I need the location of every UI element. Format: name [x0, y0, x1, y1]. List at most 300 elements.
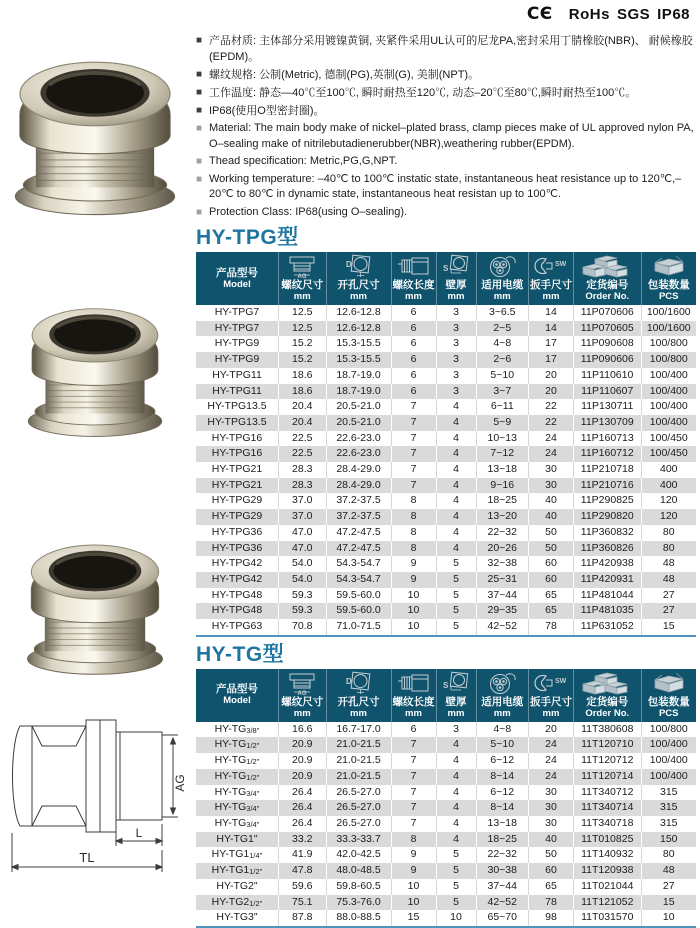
- value-cell: 24: [529, 737, 574, 753]
- value-cell: 10: [391, 603, 436, 619]
- model-cell: HY-TG3/4": [196, 785, 279, 801]
- value-cell: 4: [436, 800, 476, 816]
- spec-item: [196, 85, 696, 101]
- package-icon: [642, 671, 697, 696]
- model-cell: HY-TPG9: [196, 336, 279, 352]
- value-cell: 4: [436, 493, 476, 509]
- model-cell: HY-TG1/2": [196, 769, 279, 785]
- value-cell: 5: [436, 572, 476, 588]
- value-cell: 9: [391, 847, 436, 863]
- col-thread-size: AG 螺纹尺寸 mm: [279, 252, 327, 305]
- value-cell: 11P481035: [574, 603, 642, 619]
- value-cell: 4: [436, 478, 476, 494]
- cartons-icon: [574, 254, 641, 279]
- value-cell: 10: [391, 879, 436, 895]
- value-cell: 11T120710: [574, 737, 642, 753]
- value-cell: 5: [436, 879, 476, 895]
- value-cell: 8: [391, 541, 436, 557]
- value-cell: 100/1600: [641, 305, 696, 321]
- cert-sgs: SGS: [616, 6, 651, 23]
- value-cell: 65: [529, 588, 574, 604]
- product-photo-bottom: [14, 518, 176, 682]
- value-cell: 14: [529, 305, 574, 321]
- value-cell: 33.3-33.7: [326, 832, 391, 848]
- value-cell: 5: [436, 847, 476, 863]
- value-cell: 7: [391, 737, 436, 753]
- value-cell: 41.9: [279, 847, 327, 863]
- table-row: [196, 493, 696, 509]
- col-wall-thickness: S 壁厚 mm: [436, 252, 476, 305]
- col-wrench-size: SW 扳手尺寸 mm: [529, 252, 574, 305]
- value-cell: 11P290820: [574, 509, 642, 525]
- table-row: [196, 384, 696, 400]
- value-cell: 40: [529, 832, 574, 848]
- value-cell: 30~38: [476, 863, 529, 879]
- spec-text: 螺纹规格: 公制(Metric), 德制(PG),英制(G), 美制(NPT)。: [209, 69, 480, 81]
- value-cell: 6: [391, 321, 436, 337]
- value-cell: 20: [529, 722, 574, 738]
- value-cell: 30: [529, 816, 574, 832]
- model-cell: HY-TPG16: [196, 446, 279, 462]
- value-cell: 5: [436, 895, 476, 911]
- table-row: [196, 305, 696, 321]
- value-cell: 22: [529, 399, 574, 415]
- value-cell: 100/450: [641, 431, 696, 447]
- value-cell: 4: [436, 525, 476, 541]
- value-cell: 47.8: [279, 863, 327, 879]
- value-cell: 48: [641, 556, 696, 572]
- model-cell: HY-TPG13.5: [196, 399, 279, 415]
- value-cell: 26.5-27.0: [326, 785, 391, 801]
- model-cell: HY-TG1/2": [196, 753, 279, 769]
- spec-text: IP68(使用O型密封圈)。: [209, 105, 325, 117]
- value-cell: 6: [391, 352, 436, 368]
- value-cell: 80: [641, 541, 696, 557]
- value-cell: 11P110607: [574, 384, 642, 400]
- value-cell: 50: [529, 525, 574, 541]
- model-cell: HY-TG3/4": [196, 816, 279, 832]
- bullet-square-icon: ■: [196, 123, 203, 134]
- product-photo-middle: [14, 282, 176, 444]
- product-photo-large: [4, 26, 186, 228]
- table-row: [196, 478, 696, 494]
- value-cell: 47.0: [279, 525, 327, 541]
- value-cell: 26.5-27.0: [326, 816, 391, 832]
- value-cell: 10: [391, 588, 436, 604]
- table-row: [196, 910, 696, 927]
- col-cable-range: 适用电缆 mm: [476, 252, 529, 305]
- value-cell: 42~52: [476, 619, 529, 636]
- value-cell: 30: [529, 462, 574, 478]
- value-cell: 8: [391, 832, 436, 848]
- value-cell: 3: [436, 352, 476, 368]
- value-cell: 40: [529, 493, 574, 509]
- value-cell: 11P210718: [574, 462, 642, 478]
- value-cell: 100/800: [641, 336, 696, 352]
- dim-label-tl: TL: [79, 850, 95, 865]
- table-row: [196, 816, 696, 832]
- value-cell: 6~11: [476, 399, 529, 415]
- value-cell: 3: [436, 722, 476, 738]
- value-cell: 7: [391, 431, 436, 447]
- value-cell: 50: [529, 541, 574, 557]
- spec-text: Protection Class: IP68(using O–sealing).: [209, 205, 408, 218]
- value-cell: 60: [529, 863, 574, 879]
- value-cell: 120: [641, 509, 696, 525]
- value-cell: 3: [436, 368, 476, 384]
- value-cell: 80: [641, 525, 696, 541]
- value-cell: 60: [529, 572, 574, 588]
- table-row: [196, 352, 696, 368]
- value-cell: 2~5: [476, 321, 529, 337]
- dim-label-l: L: [135, 826, 143, 840]
- value-cell: 15.3-15.5: [326, 352, 391, 368]
- value-cell: 11T140932: [574, 847, 642, 863]
- value-cell: 100/400: [641, 384, 696, 400]
- value-cell: 29~35: [476, 603, 529, 619]
- value-cell: 11T120712: [574, 753, 642, 769]
- value-cell: 32~38: [476, 556, 529, 572]
- value-cell: 11T340712: [574, 785, 642, 801]
- value-cell: 7: [391, 753, 436, 769]
- value-cell: 12.5: [279, 305, 327, 321]
- value-cell: 30: [529, 800, 574, 816]
- model-cell: HY-TPG16: [196, 431, 279, 447]
- model-cell: HY-TPG21: [196, 462, 279, 478]
- value-cell: 15: [391, 910, 436, 927]
- value-cell: 22~32: [476, 525, 529, 541]
- value-cell: 4: [436, 753, 476, 769]
- value-cell: 11P160713: [574, 431, 642, 447]
- value-cell: 100/1600: [641, 321, 696, 337]
- table-row: [196, 415, 696, 431]
- value-cell: 13~18: [476, 816, 529, 832]
- value-cell: 42~52: [476, 895, 529, 911]
- value-cell: 27: [641, 879, 696, 895]
- value-cell: 26.4: [279, 800, 327, 816]
- value-cell: 25~31: [476, 572, 529, 588]
- table-row: [196, 785, 696, 801]
- model-cell: HY-TPG11: [196, 384, 279, 400]
- value-cell: 3: [436, 305, 476, 321]
- value-cell: 6~12: [476, 785, 529, 801]
- value-cell: 98: [529, 910, 574, 927]
- spec-text: Working temperature: –40℃ to 100℃ instatic state, instantaneous heat resistance up to 120℃,–20℃ to 80℃ in dynamic state, instantaneous heat resistan up to 100℃.: [209, 172, 682, 200]
- value-cell: 5: [436, 588, 476, 604]
- value-cell: 7: [391, 785, 436, 801]
- value-cell: 18~25: [476, 493, 529, 509]
- model-cell: HY-TG2": [196, 879, 279, 895]
- table-row: [196, 431, 696, 447]
- col-hole-size: D 开孔尺寸 mm: [326, 252, 391, 305]
- value-cell: 100/400: [641, 753, 696, 769]
- value-cell: 4: [436, 737, 476, 753]
- col-thread-size: AG 螺纹尺寸 mm: [279, 669, 327, 722]
- model-cell: HY-TG3": [196, 910, 279, 927]
- table-row: [196, 509, 696, 525]
- value-cell: 10: [641, 910, 696, 927]
- header-row: [196, 252, 696, 305]
- value-cell: 75.1: [279, 895, 327, 911]
- value-cell: 8: [391, 525, 436, 541]
- thread-gland-icon: [279, 671, 326, 696]
- value-cell: 18~25: [476, 832, 529, 848]
- value-cell: 48: [641, 572, 696, 588]
- model-cell: HY-TG1": [196, 832, 279, 848]
- value-cell: 27: [641, 588, 696, 604]
- value-cell: 78: [529, 619, 574, 636]
- hole-diameter-icon: [327, 254, 391, 279]
- value-cell: 7: [391, 415, 436, 431]
- table-row: [196, 895, 696, 911]
- value-cell: 6: [391, 722, 436, 738]
- value-cell: 100/400: [641, 769, 696, 785]
- value-cell: 9: [391, 863, 436, 879]
- value-cell: 11T120938: [574, 863, 642, 879]
- value-cell: 13~20: [476, 509, 529, 525]
- value-cell: 4: [436, 462, 476, 478]
- model-cell: HY-TPG11: [196, 368, 279, 384]
- value-cell: 47.2-47.5: [326, 541, 391, 557]
- col-hole-size: D 开孔尺寸 mm: [326, 669, 391, 722]
- bullet-square-icon: ■: [196, 105, 203, 116]
- value-cell: 24: [529, 753, 574, 769]
- value-cell: 100/800: [641, 352, 696, 368]
- svg-text:AG: AG: [297, 274, 307, 280]
- value-cell: 37.0: [279, 493, 327, 509]
- bullet-square-icon: ■: [196, 69, 203, 80]
- model-cell: HY-TPG63: [196, 619, 279, 636]
- value-cell: 65: [529, 879, 574, 895]
- table-row: [196, 753, 696, 769]
- svg-text:S: S: [443, 264, 449, 273]
- cap-outline: [13, 726, 33, 826]
- value-cell: 6~12: [476, 753, 529, 769]
- value-cell: 14: [529, 321, 574, 337]
- cable-range-icon: [477, 671, 529, 696]
- value-cell: 11T340714: [574, 800, 642, 816]
- value-cell: 11T010825: [574, 832, 642, 848]
- spec-item: [196, 33, 696, 65]
- value-cell: 40: [529, 509, 574, 525]
- value-cell: 54.3-54.7: [326, 572, 391, 588]
- thread-length-icon: [392, 671, 436, 696]
- bullet-square-icon: ■: [196, 206, 203, 218]
- value-cell: 16.6: [279, 722, 327, 738]
- value-cell: 12.6-12.8: [326, 321, 391, 337]
- model-cell: HY-TPG13.5: [196, 415, 279, 431]
- value-cell: 20.9: [279, 753, 327, 769]
- value-cell: 37.2-37.5: [326, 509, 391, 525]
- value-cell: 28.3: [279, 478, 327, 494]
- spec-item: [196, 67, 696, 83]
- value-cell: 4: [436, 399, 476, 415]
- value-cell: 33.2: [279, 832, 327, 848]
- hole-diameter-icon: [327, 671, 391, 696]
- value-cell: 11P210716: [574, 478, 642, 494]
- value-cell: 4: [436, 785, 476, 801]
- thread-stub-outline: [116, 732, 162, 820]
- value-cell: 11T031570: [574, 910, 642, 927]
- value-cell: 7: [391, 478, 436, 494]
- table-row: [196, 863, 696, 879]
- value-cell: 60: [529, 556, 574, 572]
- value-cell: 22: [529, 415, 574, 431]
- value-cell: 7: [391, 462, 436, 478]
- value-cell: 8: [391, 493, 436, 509]
- model-cell: HY-TPG29: [196, 509, 279, 525]
- value-cell: 26.4: [279, 785, 327, 801]
- value-cell: 11P130709: [574, 415, 642, 431]
- value-cell: 37.0: [279, 509, 327, 525]
- value-cell: 11P360826: [574, 541, 642, 557]
- value-cell: 20.5-21.0: [326, 415, 391, 431]
- spec-item: [196, 121, 696, 152]
- value-cell: 11T380608: [574, 722, 642, 738]
- value-cell: 59.3: [279, 603, 327, 619]
- value-cell: 5~10: [476, 368, 529, 384]
- value-cell: 5: [436, 619, 476, 636]
- spec-item: [196, 205, 696, 221]
- model-cell: HY-TPG29: [196, 493, 279, 509]
- value-cell: 20~26: [476, 541, 529, 557]
- value-cell: 11T021044: [574, 879, 642, 895]
- hex-body-outline: [32, 726, 86, 826]
- model-cell: HY-TG21/2": [196, 895, 279, 911]
- dim-label-ag: AG: [173, 774, 187, 792]
- value-cell: 4: [436, 816, 476, 832]
- table-row: [196, 572, 696, 588]
- svg-text:D: D: [345, 676, 352, 686]
- spec-text: 工作温度: 静态—40℃至100℃, 瞬时耐热至120℃, 动态–20℃至80℃,瞬时耐热至100℃。: [209, 87, 637, 99]
- spec-item: [196, 172, 696, 203]
- value-cell: 59.8-60.5: [326, 879, 391, 895]
- value-cell: 11P090606: [574, 352, 642, 368]
- model-cell: HY-TPG42: [196, 556, 279, 572]
- value-cell: 11P070605: [574, 321, 642, 337]
- value-cell: 11T120714: [574, 769, 642, 785]
- value-cell: 22.5: [279, 446, 327, 462]
- value-cell: 7: [391, 800, 436, 816]
- value-cell: 100/450: [641, 446, 696, 462]
- value-cell: 11P420931: [574, 572, 642, 588]
- col-packing-qty: 包装数量 PCS: [641, 669, 696, 722]
- value-cell: 400: [641, 478, 696, 494]
- value-cell: 48.0-48.5: [326, 863, 391, 879]
- value-cell: 4: [436, 541, 476, 557]
- model-cell: HY-TPG9: [196, 352, 279, 368]
- col-cable-range: 适用电缆 mm: [476, 669, 529, 722]
- value-cell: 27: [641, 603, 696, 619]
- value-cell: 11P631052: [574, 619, 642, 636]
- table-row: [196, 462, 696, 478]
- value-cell: 11P290825: [574, 493, 642, 509]
- value-cell: 20.4: [279, 399, 327, 415]
- spec-list-cn: [196, 33, 696, 119]
- model-cell: HY-TPG7: [196, 305, 279, 321]
- value-cell: 17: [529, 352, 574, 368]
- value-cell: 120: [641, 493, 696, 509]
- table-row: [196, 588, 696, 604]
- table-row: [196, 525, 696, 541]
- wrench-icon: [529, 671, 573, 696]
- table-row: [196, 368, 696, 384]
- value-cell: 18.7-19.0: [326, 368, 391, 384]
- wrench-icon: [529, 254, 573, 279]
- value-cell: 11P090608: [574, 336, 642, 352]
- table-row: [196, 737, 696, 753]
- value-cell: 54.0: [279, 556, 327, 572]
- content-column: [196, 33, 696, 928]
- value-cell: 10~13: [476, 431, 529, 447]
- value-cell: 15: [641, 895, 696, 911]
- value-cell: 11P130711: [574, 399, 642, 415]
- header-row: [196, 669, 696, 722]
- value-cell: 315: [641, 785, 696, 801]
- value-cell: 15.2: [279, 336, 327, 352]
- bullet-square-icon: ■: [196, 173, 203, 185]
- model-cell: HY-TG3/4": [196, 800, 279, 816]
- value-cell: 5~9: [476, 415, 529, 431]
- model-cell: HY-TPG36: [196, 525, 279, 541]
- value-cell: 42.0-42.5: [326, 847, 391, 863]
- cert-ip68: IP68: [657, 6, 690, 23]
- value-cell: 47.2-47.5: [326, 525, 391, 541]
- thread-length-icon: [392, 254, 436, 279]
- value-cell: 24: [529, 769, 574, 785]
- section-title-tg: HY-TG型: [196, 642, 285, 666]
- table-row: [196, 446, 696, 462]
- tg-spec-table: [196, 669, 696, 928]
- value-cell: 4~8: [476, 336, 529, 352]
- col-packing-qty: 包装数量 PCS: [641, 252, 696, 305]
- value-cell: 30: [529, 785, 574, 801]
- value-cell: 315: [641, 816, 696, 832]
- table-row: [196, 336, 696, 352]
- value-cell: 12.6-12.8: [326, 305, 391, 321]
- value-cell: 37.2-37.5: [326, 493, 391, 509]
- wall-thickness-icon: [437, 254, 476, 279]
- value-cell: 7: [391, 446, 436, 462]
- model-cell: HY-TG3/8": [196, 722, 279, 738]
- value-cell: 22.6-23.0: [326, 431, 391, 447]
- value-cell: 20.9: [279, 737, 327, 753]
- model-cell: HY-TPG7: [196, 321, 279, 337]
- value-cell: 11P160712: [574, 446, 642, 462]
- value-cell: 315: [641, 800, 696, 816]
- value-cell: 88.0-88.5: [326, 910, 391, 927]
- value-cell: 11P360832: [574, 525, 642, 541]
- value-cell: 18.6: [279, 384, 327, 400]
- value-cell: 16.7-17.0: [326, 722, 391, 738]
- spec-list-en: [196, 121, 696, 220]
- value-cell: 9~16: [476, 478, 529, 494]
- value-cell: 28.4-29.0: [326, 478, 391, 494]
- model-cell: HY-TPG48: [196, 603, 279, 619]
- value-cell: 48: [641, 863, 696, 879]
- svg-text:SW: SW: [555, 261, 567, 268]
- value-cell: 4: [436, 832, 476, 848]
- value-cell: 400: [641, 462, 696, 478]
- value-cell: 80: [641, 847, 696, 863]
- bullet-square-icon: ■: [196, 87, 203, 98]
- value-cell: 24: [529, 446, 574, 462]
- value-cell: 75.3-76.0: [326, 895, 391, 911]
- value-cell: 3~7: [476, 384, 529, 400]
- table-row: [196, 879, 696, 895]
- value-cell: 22.6-23.0: [326, 446, 391, 462]
- table-row: [196, 832, 696, 848]
